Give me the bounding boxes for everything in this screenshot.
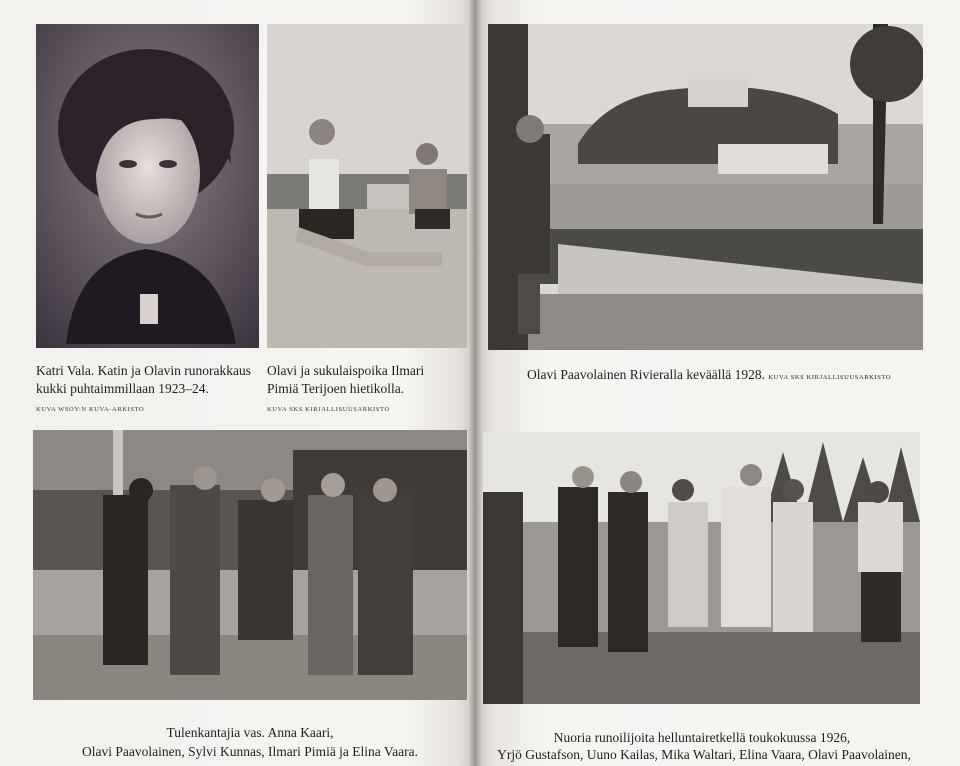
caption-excursion-line2: Yrjö Gustafson, Uuno Kailas, Mika Waltari, Elina Vaara, Olavi Paavolainen, [497, 747, 911, 762]
credit-olavi-beach: KUVA SKS KIRJALLISUUSARKISTO [267, 406, 390, 413]
caption-excursion-line1: Nuoria runoilijoita helluntairetkellä toukokuussa 1926, [553, 730, 851, 745]
photo-olavi-riviera [488, 24, 923, 350]
book-gutter [468, 0, 482, 766]
caption-riviera [527, 366, 927, 387]
caption-olavi-beach: Olavi ja sukulaispoika Ilmari Pimiä Terijoen hietikolla. [267, 363, 425, 396]
photo-helluntairetki-group [483, 432, 920, 704]
photo-olavi-beach [267, 24, 467, 348]
credit-riviera: KUVA SKS KIRJALLISUUSARKISTO [768, 374, 892, 381]
caption-riviera-text: Olavi Paavolainen Rivieralla keväällä 1928. [527, 367, 766, 382]
caption-group-line1: Tulenkantajia vas. Anna Kaari, [166, 725, 334, 740]
caption-katri-vala: Katri Vala. Katin ja Olavin runorakkaus kukki puhtaimmillaan 1923–24. [36, 363, 251, 396]
caption-group-line2: Olavi Paavolainen, Sylvi Kunnas, Ilmari Pimiä ja Elina Vaara. [81, 744, 419, 759]
credit-katri-vala: KUVA WSOY:N KUVA-ARKISTO [36, 406, 145, 413]
photo-tulenkantajia-group [33, 430, 467, 700]
photo-katri-vala-portrait [36, 24, 259, 348]
